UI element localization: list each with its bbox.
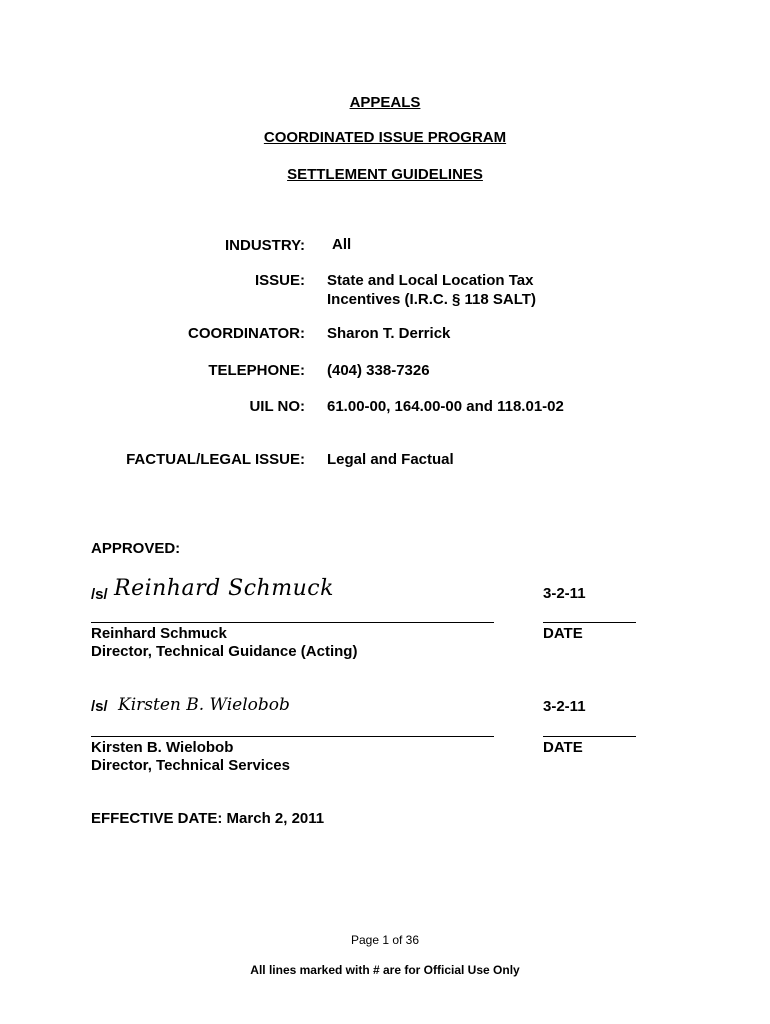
approved-label: APPROVED:: [91, 540, 181, 557]
official-use-note: All lines marked with # are for Official Use Only: [250, 963, 520, 977]
effective-date: EFFECTIVE DATE: March 2, 2011: [91, 810, 325, 827]
signature-prefix: /s/: [91, 586, 108, 603]
signer-name: Reinhard Schmuck: [91, 625, 227, 642]
telephone-value: (404) 338-7326: [327, 362, 430, 379]
industry-label: INDUSTRY:: [225, 237, 305, 254]
heading-settlement-guidelines: SETTLEMENT GUIDELINES: [287, 166, 483, 183]
page-number: Page 1 of 36: [350, 933, 420, 947]
signature-date: 3-2-11: [543, 698, 586, 715]
date-line: [543, 622, 636, 623]
signer-title: Director, Technical Guidance (Acting): [91, 643, 358, 660]
uil-value: 61.00-00, 164.00-00 and 118.01-02: [327, 398, 564, 415]
date-label: DATE: [543, 739, 583, 756]
handwritten-signature: Kirsten B. Wielobob: [118, 695, 290, 715]
factual-legal-label: FACTUAL/LEGAL ISSUE:: [126, 451, 305, 468]
telephone-label: TELEPHONE:: [208, 362, 305, 379]
factual-legal-value: Legal and Factual: [327, 451, 454, 468]
heading-coordinated-issue-program: COORDINATED ISSUE PROGRAM: [263, 129, 507, 146]
signature-date: 3-2-11: [543, 585, 586, 602]
signer-name: Kirsten B. Wielobob: [91, 739, 234, 756]
date-line: [543, 736, 636, 737]
signature-line: [91, 622, 494, 623]
issue-label: ISSUE:: [254, 272, 305, 289]
heading-appeals: APPEALS: [349, 94, 421, 111]
industry-value: All: [332, 236, 352, 253]
issue-value-line1: State and Local Location Tax: [327, 272, 534, 289]
signature-line: [91, 736, 494, 737]
coordinator-label: COORDINATOR:: [188, 325, 305, 342]
coordinator-value: Sharon T. Derrick: [327, 325, 451, 342]
issue-value-line2: Incentives (I.R.C. § 118 SALT): [327, 291, 536, 308]
date-label: DATE: [543, 625, 583, 642]
uil-label: UIL NO:: [249, 398, 305, 415]
signer-title: Director, Technical Services: [91, 757, 290, 774]
handwritten-signature: Reinhard Schmuck: [114, 576, 334, 601]
signature-prefix: /s/: [91, 698, 108, 715]
